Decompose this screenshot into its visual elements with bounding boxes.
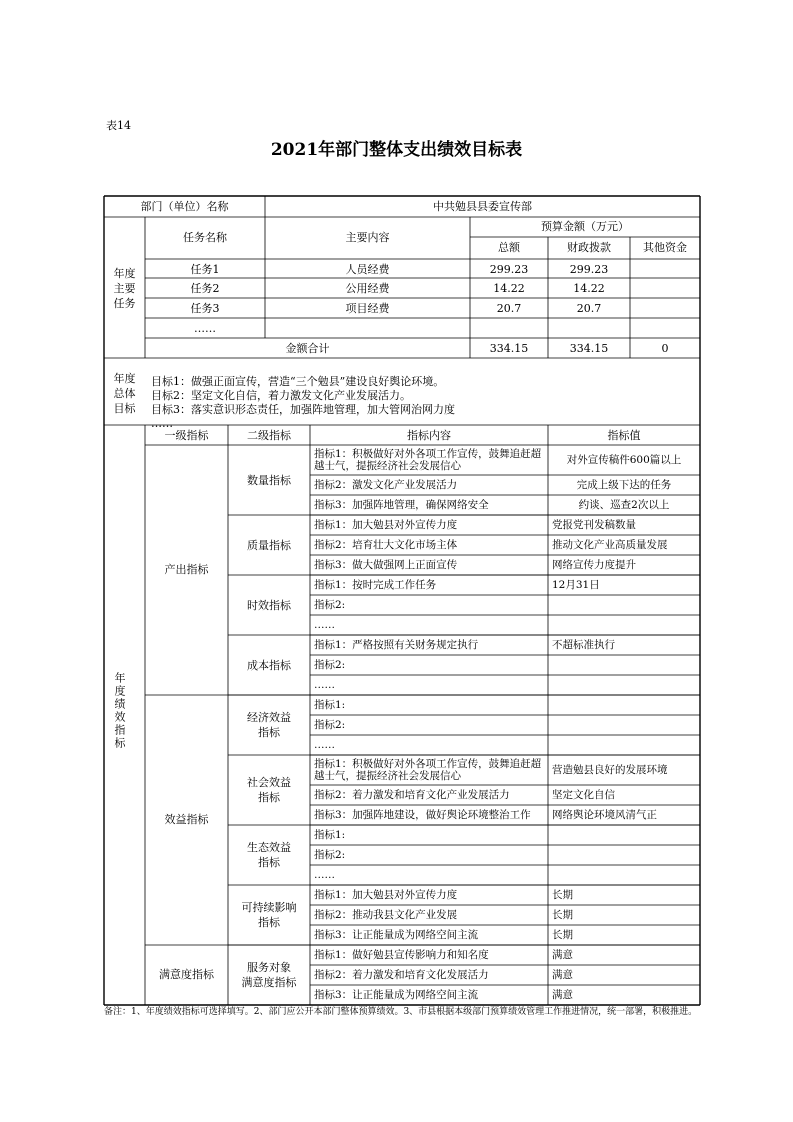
indicator-value: 营造勉县良好的发展环境	[552, 763, 668, 776]
section-performance-label: 年度绩效指标	[113, 672, 126, 750]
section-tasks-label: 年度 主要 任务	[113, 267, 136, 310]
level2-label: 数量指标	[247, 474, 291, 487]
indicator-value: 网络宣传力度提升	[552, 558, 636, 571]
indicator-content: 指标1：加大勉县对外宣传力度	[314, 889, 458, 901]
indicator-content: 指标1：积极做好对外各项工作宣传，鼓舞追赶超越士气，提振经济社会发展信心	[314, 448, 542, 473]
level1-label: 满意度指标	[159, 968, 214, 981]
indicator-content: 指标1：按时完成工作任务	[314, 579, 437, 591]
level2-label: 社会效益 指标	[247, 776, 291, 804]
sum-total: 334.15	[489, 342, 529, 355]
indicator-content: 指标1:	[314, 829, 346, 841]
col-level1: 一级指标	[164, 429, 209, 442]
task-content: 公用经费	[345, 282, 390, 295]
indicator-content: 指标2：激发文化产业发展活力	[314, 479, 458, 491]
indicator-value: 网络舆论环境风清气正	[552, 808, 657, 821]
indicator-content: 指标2:	[314, 599, 346, 611]
col-budget: 预算金额（万元）	[541, 220, 629, 233]
indicator-content: ……	[314, 619, 335, 631]
col-other: 其他资金	[643, 241, 687, 254]
indicator-content: 指标3：让正能量成为网络空间主流	[314, 929, 479, 941]
indicator-value: 满意	[552, 968, 573, 981]
task-total: 20.7	[496, 302, 522, 315]
task-total: 299.23	[489, 263, 529, 276]
indicator-value: 长期	[552, 888, 573, 901]
indicator-content: 指标1：做好勉县宣传影响力和知名度	[314, 949, 489, 961]
page-title: 2021年部门整体支出绩效目标表	[270, 140, 523, 160]
task-name: ……	[194, 322, 216, 335]
col-total: 总额	[498, 241, 520, 254]
indicator-content: 指标2：培育壮大文化市场主体	[314, 539, 458, 551]
indicator-value: 对外宣传稿件600篇以上	[566, 453, 682, 466]
indicator-content: 指标1:	[314, 699, 346, 711]
col-fiscal: 财政拨款	[567, 241, 611, 254]
level2-label: 经济效益 指标	[247, 711, 291, 739]
level1-label: 产出指标	[164, 563, 209, 576]
indicator-content: 指标2：着力激发和培育文化发展活力	[314, 969, 489, 981]
indicator-content: ……	[314, 869, 335, 881]
indicator-content: 指标3：加强阵地管理，确保网络安全	[314, 499, 489, 511]
indicator-value: 约谈、巡查2次以上	[578, 498, 670, 511]
task-content: 人员经费	[345, 263, 390, 276]
task-fiscal: 20.7	[576, 302, 602, 315]
task-total: 14.22	[493, 282, 525, 295]
dept-label: 部门（单位）名称	[140, 200, 229, 213]
table-number: 表14	[106, 119, 131, 132]
level2-label: 质量指标	[247, 539, 291, 552]
indicator-content: 指标2:	[314, 849, 346, 861]
col-main-content: 主要内容	[345, 231, 390, 244]
indicator-value: 12月31日	[552, 578, 600, 591]
indicator-content: 指标2：着力激发和培育文化产业发展活力	[314, 789, 510, 801]
sum-fiscal: 334.15	[569, 342, 609, 355]
task-content: 项目经费	[345, 302, 390, 315]
indicator-content: 指标3：做大做强网上正面宣传	[314, 559, 458, 571]
goal-line: 目标1：做强正面宣传，营造“三个勉县”建设良好舆论环境。	[151, 375, 445, 388]
col-indicator-content: 指标内容	[407, 429, 451, 442]
sum-label: 金额合计	[285, 342, 330, 355]
indicator-content: 指标3：让正能量成为网络空间主流	[314, 989, 479, 1001]
indicator-value: 满意	[552, 948, 573, 961]
level2-label: 成本指标	[247, 659, 291, 672]
section-goals-label: 年度 总体 目标	[113, 372, 136, 415]
indicator-value: 满意	[552, 988, 573, 1001]
indicator-value: 不超标准执行	[552, 638, 615, 651]
task-name: 任务3	[190, 302, 220, 315]
footnote: 备注：1、年度绩效指标可选择填写。2、部门应公开本部门整体预算绩效。3、市县根据本级部门预算绩效管理工作推进情况，统一部署，积极推进。	[104, 1007, 698, 1017]
level2-label: 时效指标	[247, 599, 291, 612]
indicator-content: 指标2:	[314, 659, 346, 671]
indicator-content: ……	[314, 679, 335, 691]
indicator-content: 指标1：积极做好对外各项工作宣传，鼓舞追赶超越士气，提振经济社会发展信心	[314, 758, 542, 783]
indicator-content: 指标3：加强阵地建设，做好舆论环境整治工作	[314, 809, 531, 821]
level2-label: 服务对象 满意度指标	[241, 961, 297, 989]
col-task-name: 任务名称	[183, 231, 227, 244]
col-indicator-value: 指标值	[607, 429, 641, 442]
indicator-value: 完成上级下达的任务	[576, 478, 672, 491]
task-fiscal: 299.23	[569, 263, 609, 276]
indicator-value: 长期	[552, 928, 573, 941]
indicator-value: 推动文化产业高质量发展	[552, 538, 668, 551]
indicator-content: 指标2：推动我县文化产业发展	[314, 909, 458, 921]
level1-label: 效益指标	[164, 813, 209, 826]
task-name: 任务1	[190, 263, 220, 276]
task-name: 任务2	[190, 282, 220, 295]
indicator-content: 指标2:	[314, 719, 346, 731]
level2-label: 生态效益 指标	[247, 841, 291, 869]
col-level2: 二级指标	[247, 429, 291, 442]
indicator-value: 党报党刊发稿数量	[552, 518, 636, 531]
sum-other: 0	[661, 342, 669, 355]
dept-value: 中共勉县县委宣传部	[433, 200, 532, 213]
indicator-value: 坚定文化自信	[552, 788, 615, 801]
goal-line: 目标3：落实意识形态责任，加强阵地管理，加大管网治网力度	[151, 403, 455, 416]
indicator-content: 指标1：严格按照有关财务规定执行	[314, 639, 479, 651]
goal-line: 目标2：坚定文化自信，着力激发文化产业发展活力。	[151, 389, 411, 402]
level2-label: 可持续影响 指标	[241, 901, 297, 929]
indicator-content: ……	[314, 739, 335, 751]
goal-line: ……	[151, 417, 173, 430]
indicator-value: 长期	[552, 908, 573, 921]
task-fiscal: 14.22	[573, 282, 605, 295]
indicator-content: 指标1：加大勉县对外宣传力度	[314, 519, 458, 531]
